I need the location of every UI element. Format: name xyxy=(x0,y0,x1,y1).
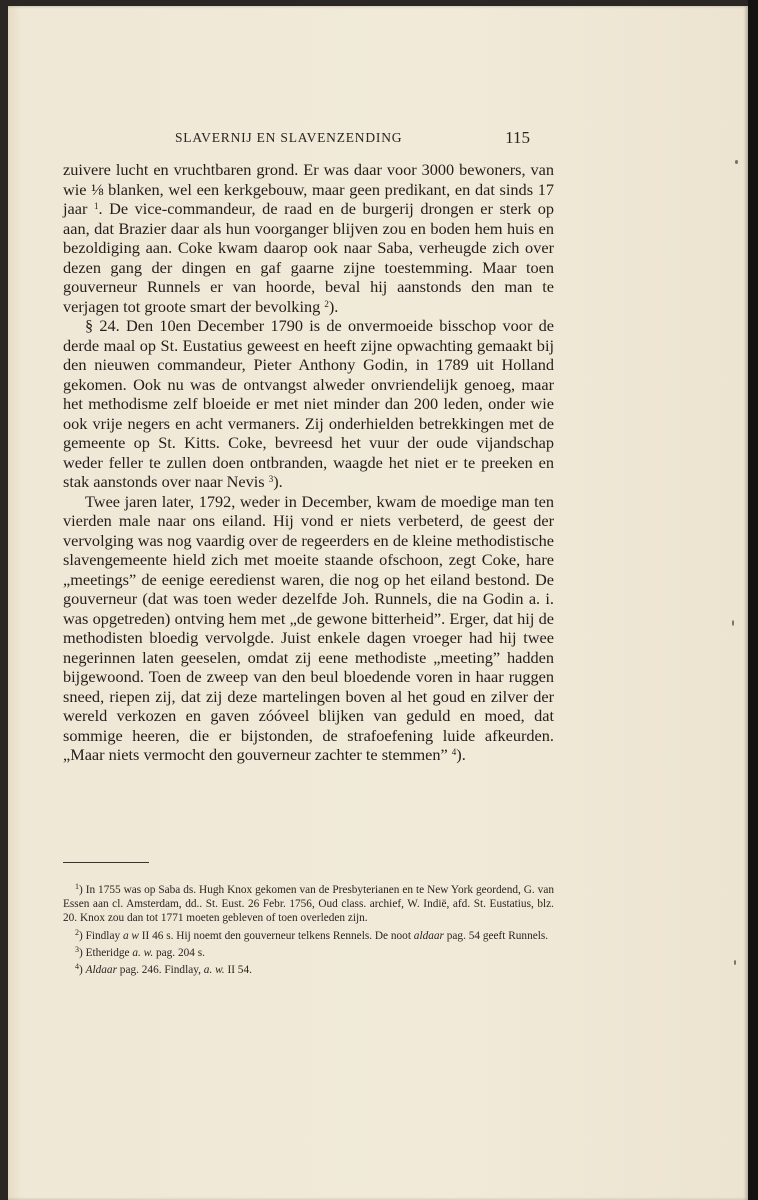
footnotes xyxy=(63,880,554,977)
paper-speck xyxy=(735,160,738,164)
paragraph-3: Twee jaren later, 1792, weder in December, kwam de moedige man ten vierden male naar ons eiland. Hij vond er niets verbeterd, de geest der vervolging was nog vaardig over de regeerders en de kleine methodistische slavengemeente hield zich met moeite staande ofschoon, zegt Coke, hare „meetings” de eenige eeredienst waren, die nog op het eiland bestond. De gouverneur (dat was toen weder dezelfde Joh. Runnels, die na Godin a. i. was opgetreden) ontving hem met „de gewone bitterheid”. Erger, dat hij de methodisten bloedig vervolgde. Juist enkele dagen vroeger had hij twee negerinnen laten geeselen, omdat zij eene methodiste „meeting” hadden bijgewoond. Toen de zweep van den beul bloedende voren in haar ruggen sneed, riepen zij, dat zij deze martelingen boven al het goud en zilver der wereld verkozen en gaven zóóveel blijken van geduld en moed, dat sommige heeren, die er bijstonden, de strafoefening luide afkeurden. „Maar niets vermocht den gouverneur zachter te stemmen” $^4$). xyxy=(63,491,554,764)
footnote-divider xyxy=(63,862,149,863)
paper-speck xyxy=(732,620,734,626)
body-text xyxy=(63,160,554,765)
footnote-ref-3: 3 xyxy=(268,474,274,484)
running-head: SLAVERNIJ EN SLAVENZENDING xyxy=(175,130,403,145)
footnote-4: $^4$) Aldaar pag. 246. Findlay, a. w. II 54. xyxy=(75,962,252,977)
page-number: 115 xyxy=(505,128,530,147)
page-edge xyxy=(748,0,758,1200)
footnote-ref-4: 4 xyxy=(451,747,457,757)
paper-speck xyxy=(734,960,736,965)
footnote-1: $^1$) In 1755 was op Saba ds. Hugh Knox gekomen van de Presbyterianen en te New York geordend, G. van Essen aan cl. Amsterdam, dd.. St. Eust. 26 Febr. 1756, Oud class. archief, W. Indië, afd. St. Eustatius, blz. 20. Knox zou dan tot 1771 moeten gebleven of toen overleden zijn. xyxy=(63,882,554,925)
paragraph-1: zuivere lucht en vruchtbaren grond. Er was daar voor 3000 bewoners, van wie ⅛ blanken, wel een kerkgebouw, maar geen predikant, en dat sinds 17 jaar $^1$. De vice-commandeur, de raad en de burgerij drongen er sterk op aan, dat Brazier daar als hun voorganger blijven zou en boden hem huis en bezoldiging aan. Coke kwam daarop ook naar Saba, verheugde zich over dezen gang der dingen en gaf gaarne zijne toestemming. Maar toen gouverneur Runnels er van hoorde, beval hij aanstonds den man te verjagen tot groote smart der bevolking $^2$). xyxy=(63,160,554,316)
paragraph-2: § 24. Den 10en December 1790 is de onvermoeide bisschop voor de derde maal op St. Eustatius geweest en heeft zijne opwachting gemaakt bij den nieuwen commandeur, Pieter Anthony Godin, in 1789 uit Holland gekomen. Ook nu was de ontvangst alweder onvriendelijk genoeg, maar het methodisme zelf bloeide er met niet minder dan 200 leden, onder wie ook vrije negers en acht vermaners. Zij onderhielden betrekkingen met de gemeente op St. Kitts. Coke, bevreesd het vuur der oude vijandschap weder feller te zullen doen ontbranden, waagde het niet er te preeken en stak aanstonds over naar Nevis $^3$). xyxy=(63,316,554,491)
footnote-2: $^2$) Findlay a w II 46 s. Hij noemt den gouverneur telkens Rennels. De noot aldaar pag. 54 geeft Runnels. xyxy=(75,927,549,942)
footnote-3: $^3$) Etheridge a. w. pag. 204 s. xyxy=(75,944,205,959)
footnote-ref-1: 1 xyxy=(93,201,99,211)
footnote-ref-2: 2 xyxy=(324,298,329,309)
